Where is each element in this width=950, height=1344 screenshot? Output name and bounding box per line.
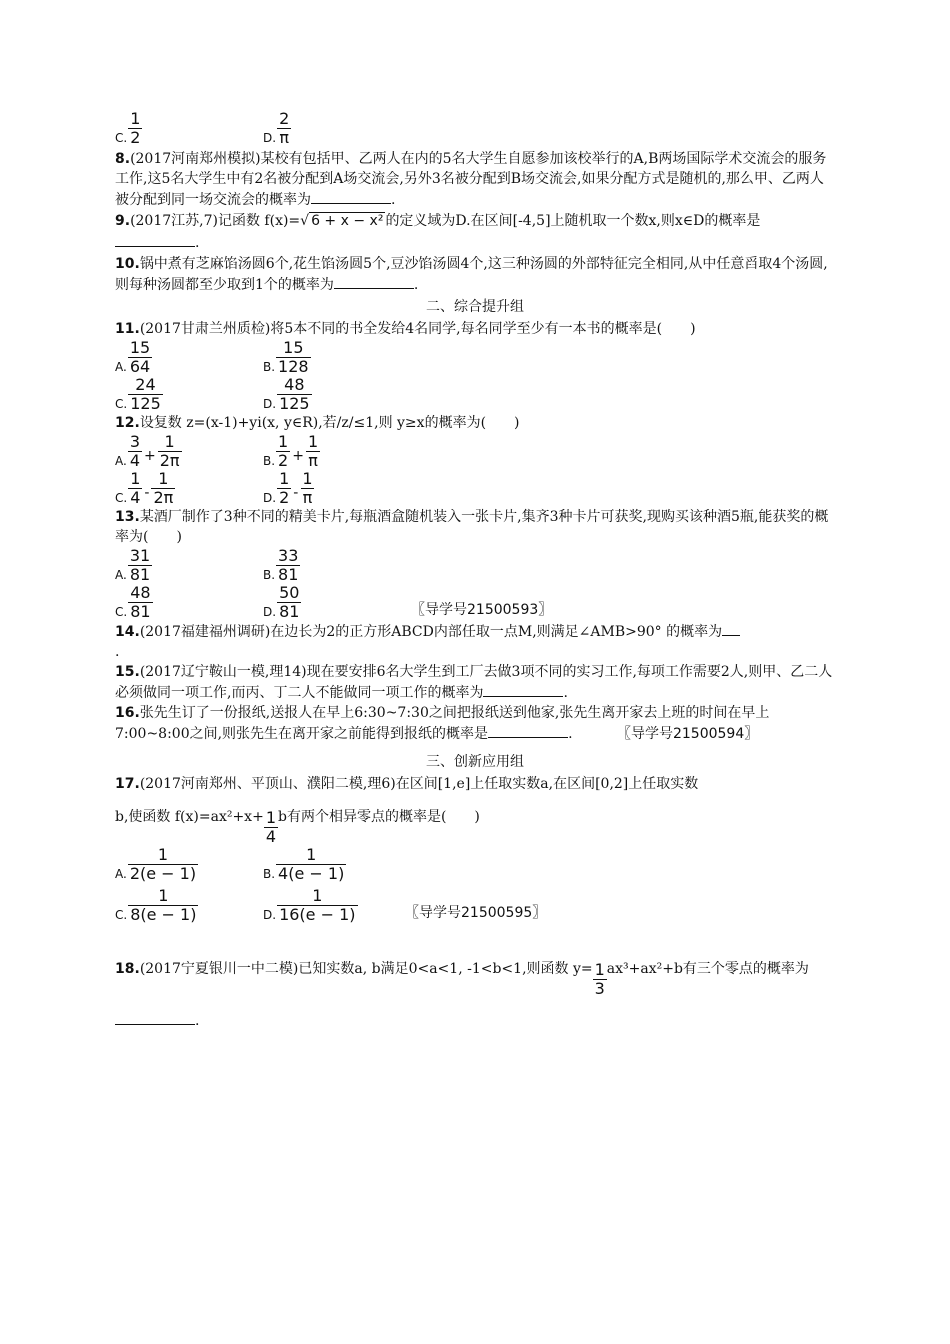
option-b[interactable]: B. $\frac{33}{81}$ [263, 546, 299, 584]
guide-reference: 〖导学号21500594〗 [616, 726, 759, 742]
q11-options-row-1 [115, 339, 835, 376]
question-12: 12.设复数 z=(x-1)+yi(x, y∈R),若/z/≤1,则 y≥x的概率为( ) [115, 415, 520, 431]
option-b[interactable]: B. $\frac{1}{2}$ + $\frac{1}{\pi}$ [263, 432, 319, 470]
question-17: 17.(2017河南郑州、平顶山、濮阳二模,理6)在区间[1,e]上任取实数a,在区间[0,2]上任取实数 [115, 776, 699, 792]
q12-options-row-2 [115, 470, 835, 507]
option-c[interactable]: C. $\frac{24}{125}$ [115, 375, 161, 413]
answer-blank[interactable] [115, 1010, 195, 1025]
option-a[interactable]: A. $\frac{31}{81}$ [115, 546, 151, 584]
q11-options-row-2 [115, 376, 835, 413]
option-a[interactable]: A. $\frac{3}{4}$ + $\frac{1}{2\pi}$ [115, 432, 180, 470]
option-d[interactable]: D. $\frac{1}{2}$ - $\frac{1}{\pi}$ [263, 469, 313, 507]
answer-blank[interactable] [488, 723, 568, 738]
option-a[interactable]: A. $\frac{15}{64}$ [115, 338, 151, 376]
question-13: 13.某酒厂制作了3种不同的精美卡片,每瓶酒盒随机装入一张卡片,集齐3种卡片可获奖,现购买该种酒5瓶,能获奖的概率为( ) [115, 509, 829, 545]
option-c: C. $\frac{1}{2}$ [115, 109, 141, 147]
option-d[interactable]: D. $\frac{48}{125}$ [263, 375, 310, 413]
option-a[interactable]: A. $\frac{1}{2(e - 1)}$ [115, 845, 197, 883]
option-d[interactable]: D. $\frac{50}{81}$ [263, 583, 300, 621]
section-heading-3: 三、创新应用组 [426, 754, 524, 770]
option-c[interactable]: C. $\frac{1}{8(e - 1)}$ [115, 886, 197, 924]
question-11: 11.(2017甘肃兰州质检)将5本不同的书全发给4名同学,每名同学至少有一本书的概率是( ) [115, 321, 696, 337]
prev-question-options [115, 110, 835, 147]
question-8: 8.(2017河南郑州模拟)某校有包括甲、乙两人在内的5名大学生自愿参加该校举行的A,B两场国际学术交流会的服务工作,这5名大学生中有2名被分配到A场交流会,另外3名被分配到B场交流会,如果分配方式是随机的,那么甲、乙两人被分配到同一场交流会的概率为 . [115, 151, 827, 208]
q13-options-row-1 [115, 547, 835, 584]
section-heading-2: 二、综合提升组 [426, 299, 524, 315]
option-d[interactable]: D. $\frac{1}{16(e - 1)}$ [263, 886, 356, 924]
q17-options-row-2 [115, 887, 835, 924]
question-17-continued: b,使函数 f(x)=ax²+x+ $\frac{1}{4}$ b有两个相异零点的概率是( ) [115, 808, 480, 846]
question-9: 9.(2017江苏,7)记函数 f(x)=√ 6 + x − x² 的定义域为D.在区间[-4,5]上随机取一个数x,则x∈D的概率是. [115, 213, 761, 251]
worksheet-page [115, 110, 835, 1044]
fraction-denominator: 2 [130, 128, 141, 147]
question-16: 16.张先生订了一份报纸,送报人在早上6:30~7:30之间把报纸送到他家,张先生离开家去上班的时间在早上7:00~8:00之间,则张先生在离开家之前能得到报纸的概率是 . 〖导学号21500594〗 [115, 705, 770, 742]
answer-blank[interactable] [115, 232, 195, 247]
answer-blank[interactable] [722, 621, 740, 636]
question-15: 15.(2017辽宁鞍山一模,理14)现在要安排6名大学生到工厂去做3项不同的实习工作,每项工作需要2人,则甲、乙二人必须做同一项工作,而丙、丁二人不能做同一项工作的概率为 . [115, 664, 833, 701]
guide-reference: 〖导学号21500595〗 [405, 905, 547, 921]
q12-options-row-1 [115, 433, 835, 470]
option-b[interactable]: B. $\frac{15}{128}$ [263, 338, 309, 376]
question-10: 10.锅中煮有芝麻馅汤圆6个,花生馅汤圆5个,豆沙馅汤圆4个,这三种汤圆的外部特征完全相同,从中任意舀取4个汤圆,则每种汤圆都至少取到1个的概率为 . [115, 256, 828, 293]
q17-options-row-1 [115, 846, 835, 883]
fraction-numerator: 2 [279, 109, 290, 128]
answer-blank[interactable] [311, 189, 391, 204]
fraction-numerator: 1 [130, 109, 141, 128]
answer-blank[interactable] [334, 274, 414, 289]
fraction-denominator: π [279, 128, 289, 147]
option-d: D. $\frac{2}{\pi}$ [263, 109, 290, 147]
option-b[interactable]: B. $\frac{1}{4(e - 1)}$ [263, 845, 345, 883]
option-c[interactable]: C. $\frac{48}{81}$ [115, 583, 151, 621]
sqrt-expression: 6 + x − x² [311, 213, 384, 229]
question-14: 14.(2017福建福州调研)在边长为2的正方形ABCD内部任取一点M,则满足∠AMB>90° 的概率为 . [115, 621, 835, 662]
answer-blank[interactable] [483, 682, 563, 697]
q13-options-row-2 [115, 584, 835, 621]
option-c[interactable]: C. $\frac{1}{4}$ - $\frac{1}{2\pi}$ [115, 469, 174, 507]
question-18: 18.(2017宁夏银川一中二模)已知实数a, b满足0<a<1, -1<b<1,则函数 y= $\frac{1}{3}$ ax³+ax²+b有三个零点的概率为. [115, 960, 809, 1029]
guide-reference: 〖导学号21500593〗 [411, 602, 553, 618]
